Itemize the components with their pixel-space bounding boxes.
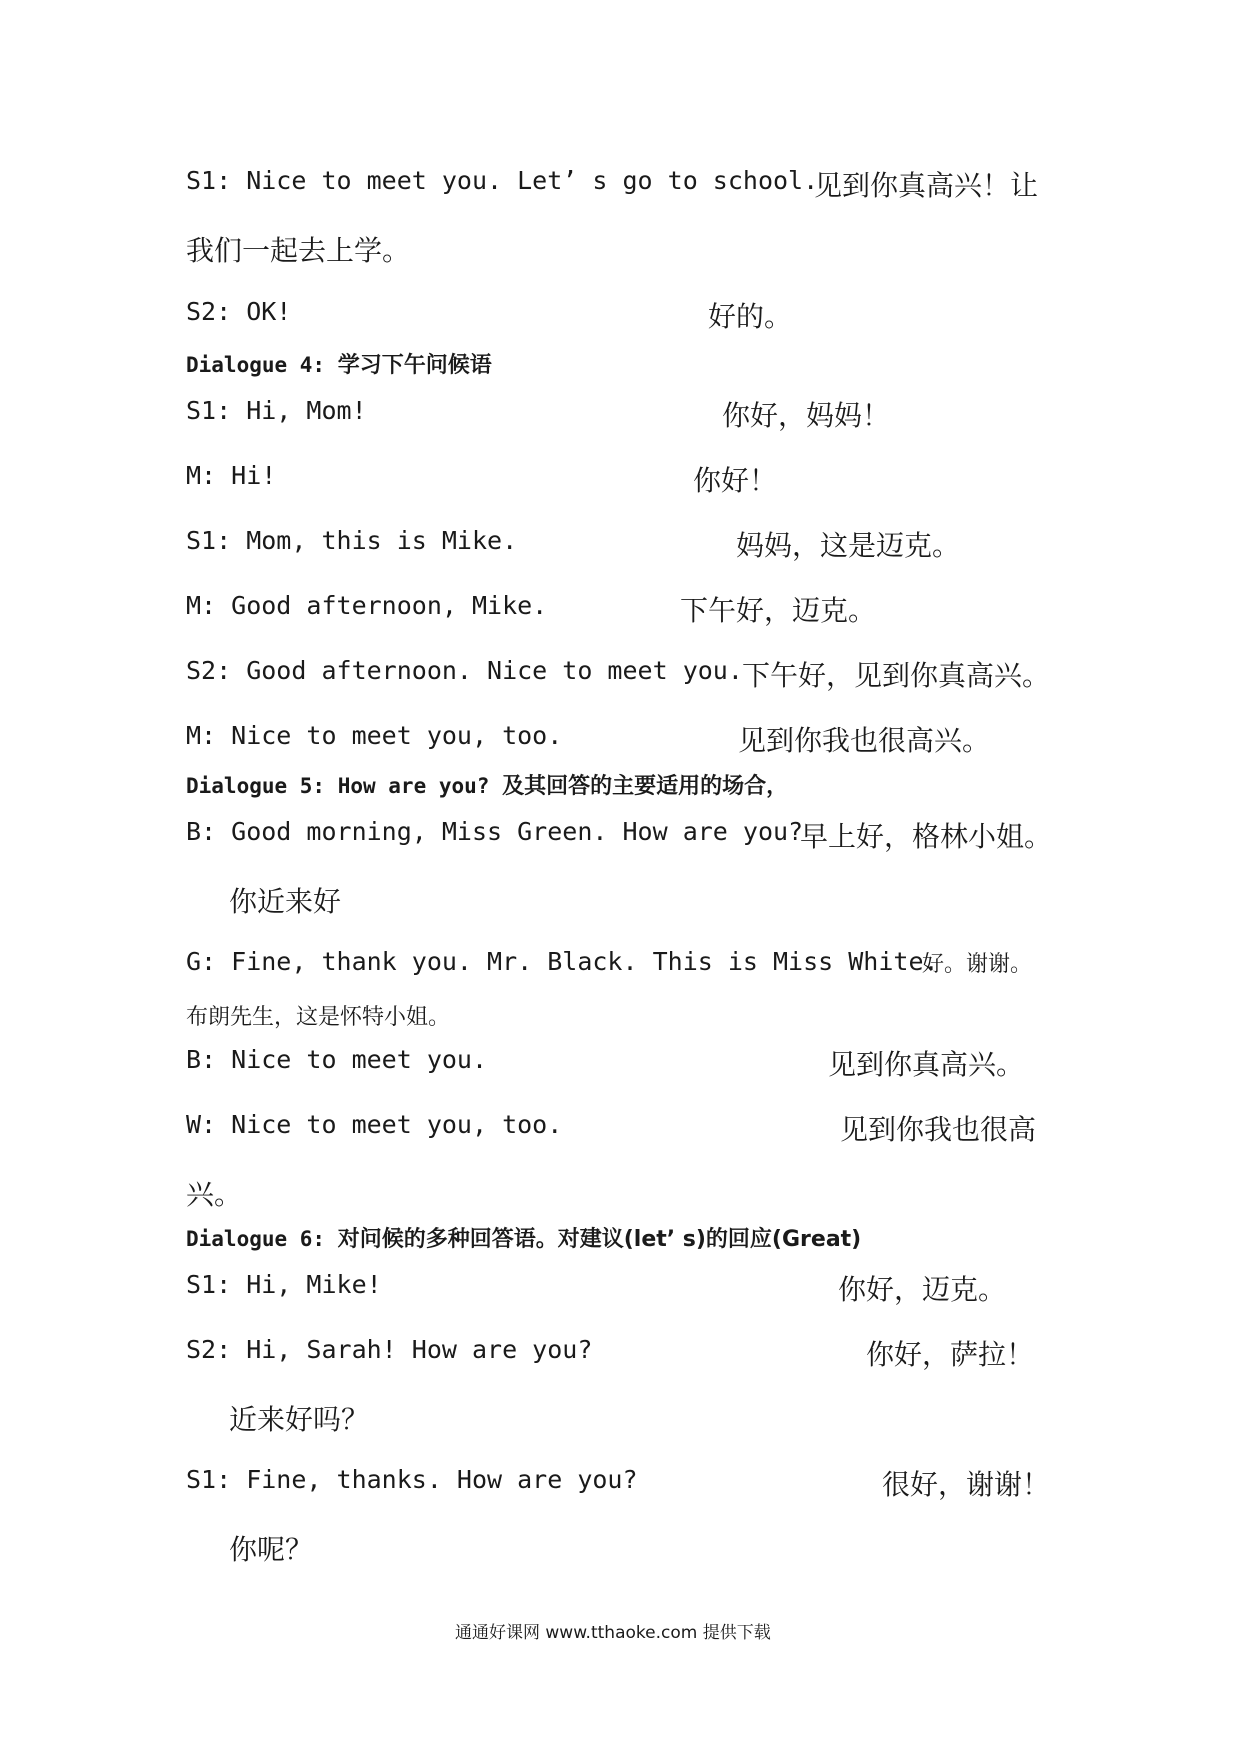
dialogue-translation: 你呢？ — [229, 1533, 314, 1566]
dialogue-translation: 你好！ — [693, 464, 778, 497]
dialogue-line: M: Good afternoon, Mike. — [186, 591, 548, 620]
dialogue-line: S2: Good afternoon. Nice to meet you. — [186, 656, 743, 685]
dialogue-translation: 见到你真高兴！让 — [814, 169, 1039, 202]
dialogue-translation: 布朗先生，这是怀特小姐。 — [186, 1005, 451, 1030]
dialogue-line: S1: Hi, Mike! — [186, 1270, 382, 1299]
dialogue-translation: 见到你我也很高兴。 — [738, 724, 991, 757]
dialogue-translation: 你好，迈克。 — [838, 1273, 1007, 1306]
dialogue-line: S1: Mom, this is Mike. — [186, 526, 518, 555]
dialogue-translation: 好。谢谢。 — [922, 952, 1033, 977]
dialogue-line: M: Nice to meet you, too. — [186, 721, 563, 750]
dialogue-translation: 下午好，迈克。 — [680, 594, 877, 627]
dialogue-line: S1: Nice to meet you. Let’ s go to school. — [186, 166, 819, 195]
dialogue-heading — [186, 1222, 861, 1253]
dialogue-line: S1: Fine, thanks. How are you? — [186, 1465, 638, 1494]
dialogue-translation: 见到你真高兴。 — [828, 1048, 1025, 1081]
dialogue-line: B: Good morning, Miss Green. How are you? — [186, 817, 804, 846]
footer-text: 通通好课网 www.tthaoke.com 提供下载 — [455, 1623, 771, 1643]
dialogue-translation: 我们一起去上学。 — [186, 234, 411, 267]
dialogue-translation: 妈妈，这是迈克。 — [736, 529, 961, 562]
dialogue-translation: 你好，妈妈！ — [722, 399, 891, 432]
dialogue-translation: 好的。 — [708, 300, 793, 333]
dialogue-line: W: Nice to meet you, too. — [186, 1110, 563, 1139]
dialogue-translation: 下午好，见到你真高兴。 — [742, 659, 1051, 692]
dialogue-line: S2: OK! — [186, 297, 292, 326]
dialogue-heading — [186, 769, 788, 800]
heading-description: 学习下午问候语 — [337, 353, 492, 378]
dialogue-line: G: Fine, thank you. Mr. Black. This is Miss White. — [186, 947, 939, 976]
dialogue-translation: 见到你我也很高 — [840, 1113, 1037, 1146]
heading-description: 及其回答的主要适用的场合， — [502, 774, 789, 799]
dialogue-translation: 你好，萨拉！ — [866, 1338, 1035, 1371]
heading-label: Dialogue 6: — [186, 1227, 326, 1251]
dialogue-line: S2: Hi, Sarah! How are you? — [186, 1335, 593, 1364]
dialogue-translation: 近来好吗？ — [229, 1403, 370, 1436]
heading-label: Dialogue 4: — [186, 353, 326, 377]
heading-label: Dialogue 5: How are you? — [186, 774, 490, 798]
dialogue-line: S1: Hi, Mom! — [186, 396, 367, 425]
dialogue-translation: 很好，谢谢！ — [882, 1468, 1051, 1501]
dialogue-heading — [186, 348, 492, 379]
dialogue-translation: 早上好，格林小姐。 — [800, 820, 1053, 853]
dialogue-line: M: Hi! — [186, 461, 277, 490]
dialogue-line: B: Nice to meet you. — [186, 1045, 488, 1074]
dialogue-translation: 兴。 — [186, 1178, 243, 1211]
heading-description: 对问候的多种回答语。对建议(let’ s)的回应(Great) — [337, 1227, 862, 1252]
dialogue-translation: 你近来好 — [229, 885, 342, 918]
